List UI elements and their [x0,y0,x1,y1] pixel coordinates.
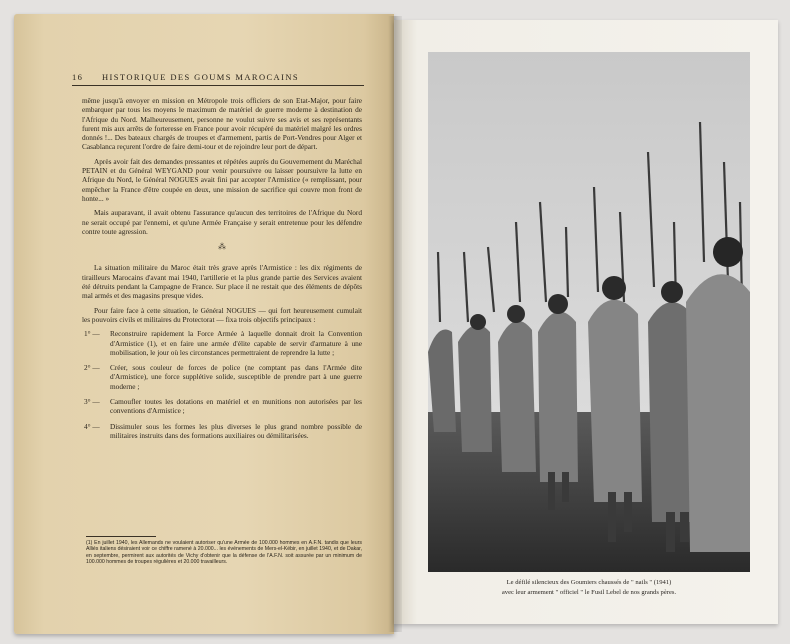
caption-line: Le défilé silencieux des Goumiers chaussés de " nails " (1941) [506,579,672,586]
page-number: 16 [72,72,84,82]
list-item [82,363,362,391]
paragraph: Mais auparavant, il avait obtenu l'assurance qu'aucun des territoires de l'Afrique du Nord ne serait occupé par l'ennemi, et qu'une Armée Française y serait entretenue pour les défendre contre toute agression. [82,208,362,236]
paragraph: La situation militaire du Maroc était très grave après l'Armistice : les dix régiments de tirailleurs Marocains d'avant mai 1940, l'artillerie et la plus grande partie des Services avaient été détruits pendant la Campagne de France. Sur place il ne restait que des éléments de dépôts mal armés et des magasins presque vides. [82,263,362,301]
list-number: 3° — [84,397,100,407]
caption-line: avec leur armement " officiel " le Fusil Lebel de nos grands pères. [501,589,677,596]
paragraph: Pour faire face à cette situation, le Général NOGUES — qui fort heureusement cumulait les pouvoirs civils et militaires du Protectorat — fixa trois objectifs principaux : [82,305,362,324]
running-title: HISTORIQUE DES GOUMS MAROCAINS [102,72,299,82]
asterism: ⁂ [218,242,226,252]
list-text: Camoufler toutes les dotations en matériel et en munitions non autorisées par les conventions d'Armistice ; [110,397,362,416]
list-item [82,397,362,416]
photo-caption [428,578,750,598]
page-header [72,72,364,86]
footnote-rule [86,536,156,537]
paragraph: même jusqu'à envoyer en mission en Métropole trois officiers de son Etat-Major, pour faire embarquer par tous les moyens le maximum de matériel de guerre moderne à destination de l'Afrique du Nord. Malheureusement, personne ne voulut suivre ses avis et ses représentants furent mis aux arrêts de forteresse en France pour avoir récupéré du matériel malgré les ordres donnés !... Des bateaux chargés de troupes et d'armement, partis de Port-Vendres pour Alger et Casablanca reçurent l'ordre de faire demi-tour et de rejoindre leur port de départ. [82,96,362,152]
list-number: 2° — [84,363,100,373]
header-rule [72,85,364,86]
body-text [82,96,362,446]
list-text: Reconstruire rapidement la Force Armée à laquelle donnait droit la Convention d'Armistice (1), et en faire une armée d'élite capable de servir d'armature à une mobilisation, le jour où les circonstances permettraient de reprendre la lutte ; [110,329,362,357]
list-text: Créer, sous couleur de forces de police (ne comptant pas dans l'Armée dite d'Armistice), une force supplétive solide, susceptible de prendre part à une guerre moderne ; [110,363,362,391]
list-item [82,422,362,441]
list-item [82,329,362,357]
footnote: (1) En juillet 1940, les Allemands ne voulaient autoriser qu'une Armée de 100.000 hommes en A.F.N. tandis que leurs Alliés italiens désiraient voir ce chiffre ramené à 20.000... les événements de Mers-el-Kébir, en juillet 1940, et de Dakar, en septembre, permirent aux autorités de Vichy d'obtenir que la défense de l'A.F.N. soit assurée par un minimum de 100.000 hommes de troupes régulières et 20.000 travailleurs. [86,540,362,566]
list-number: 4° — [84,421,100,431]
list-number: 1° — [84,329,100,339]
book-gutter [388,16,402,632]
list-text: Dissimuler sous les formes les plus diverses le plus grand nombre possible de militaires instruits dans des formations auxiliaires ou démilitarisées. [110,421,362,440]
photo-illustration [428,52,750,572]
photograph-goumiers-parade [428,52,750,572]
paragraph: Après avoir fait des demandes pressantes et répétées auprès du Gouvernement du Maréchal PETAIN et du Général WEYGAND pour venir poursuivre ou laisser poursuivre la lutte en Afrique du Nord, le Général NOGUES avait fini par accepter l'Armistice (« remplissant, pour empêcher la France d'être coupée en deux, une mission de sacrifice qui couvre mon front de honte... » [82,156,362,203]
objectives-list [82,329,362,440]
